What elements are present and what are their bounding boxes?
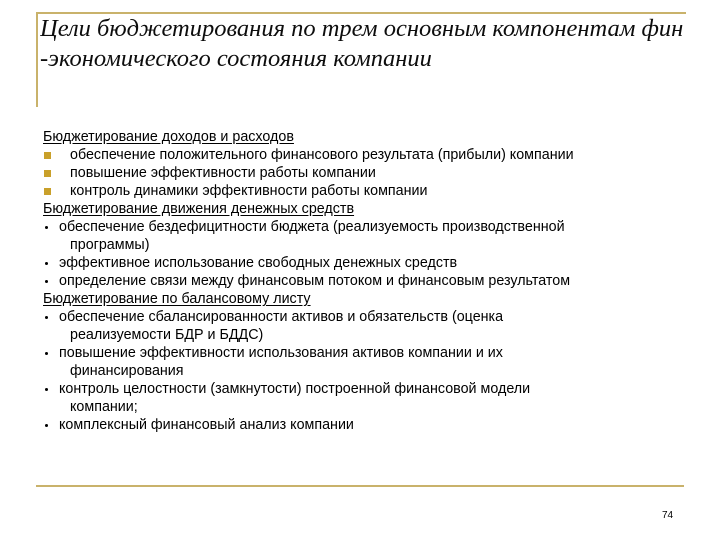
list-item — [43, 344, 693, 380]
footer-divider — [36, 485, 684, 487]
list-item-continuation: финансирования — [70, 363, 184, 379]
slide-title-line-2: -экономического состояния компании — [40, 45, 432, 72]
section-heading-cash-flow: Бюджетирование движения денежных средств — [43, 201, 355, 217]
list-item — [43, 308, 693, 344]
list-item-continuation: реализуемости БДР и БДДС) — [70, 327, 264, 343]
list-item — [43, 182, 693, 200]
list-item — [43, 416, 693, 434]
square-bullet-icon — [43, 182, 61, 200]
list-item-text: контроль целостности (замкнутости) построенной финансовой модели — [59, 381, 531, 397]
section-heading-income-expenses: Бюджетирование доходов и расходов — [43, 129, 294, 145]
dot-bullet-icon — [43, 254, 61, 272]
list-item-continuation: программы) — [70, 237, 150, 253]
list-item-text: определение связи между финансовым потоком и финансовым результатом — [59, 273, 571, 289]
list-item-text: обеспечение сбалансированности активов и обязательств (оценка — [59, 309, 504, 325]
list-item-text: комплексный финансовый анализ компании — [59, 417, 354, 433]
list-item — [43, 272, 693, 290]
list-item-text: контроль динамики эффективности работы компании — [70, 183, 428, 199]
slide-title-line-1: Цели бюджетирования по трем основным компонентам фин — [40, 15, 684, 42]
list-item-text: повышение эффективности работы компании — [70, 165, 376, 181]
list-item — [43, 254, 693, 272]
list-item — [43, 164, 693, 182]
square-bullet-icon — [43, 146, 61, 164]
list-item-text: повышение эффективности использования активов компании и их — [59, 345, 503, 361]
dot-bullet-icon — [43, 344, 61, 362]
dot-bullet-icon — [43, 416, 61, 434]
dot-bullet-icon — [43, 308, 61, 326]
dot-bullet-icon — [43, 218, 61, 236]
dot-bullet-icon — [43, 380, 61, 398]
dot-bullet-icon — [43, 272, 61, 290]
list-item — [43, 218, 693, 254]
square-bullet-icon — [43, 164, 61, 182]
page-number: 74 — [662, 510, 674, 521]
list-item-text: эффективное использование свободных денежных средств — [59, 255, 458, 271]
list-item — [43, 146, 693, 164]
slide-body — [43, 128, 693, 434]
list-item — [43, 380, 693, 416]
section-heading-balance-sheet: Бюджетирование по балансовому листу — [43, 291, 311, 307]
slide-title — [40, 14, 720, 104]
list-item-continuation: компании; — [70, 399, 138, 415]
list-item-text: обеспечение бездефицитности бюджета (реализуемость производственной — [59, 219, 565, 235]
list-item-text: обеспечение положительного финансового результата (прибыли) компании — [70, 147, 574, 163]
